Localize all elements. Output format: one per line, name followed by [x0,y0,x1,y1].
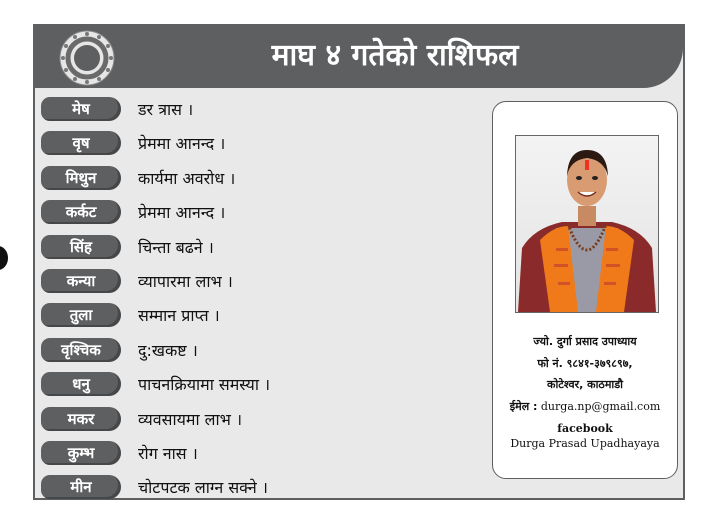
sign-label-makar: मकर [41,407,121,431]
list-item [41,128,481,162]
prediction-text: व्यवसायमा लाभ । [138,409,243,429]
sign-label-mesh: मेष [41,97,121,121]
prediction-text: प्रेममा आनन्द । [138,203,226,223]
email-address: durga.np@gmail.com [540,400,661,413]
astrologer-profile [492,101,678,479]
prediction-text: चिन्ता बढने । [138,237,214,257]
sign-label-kumbha: कुम्भ [41,441,121,465]
astrologer-photo [515,135,659,313]
sign-label-meen: मीन [41,475,121,499]
bullet-marker [0,246,8,270]
header-bar [35,26,683,88]
astrologer-name: ज्यो. दुर्गा प्रसाद उपाध्याय [533,335,637,348]
facebook-name: Durga Prasad Upadhayaya [510,437,660,450]
sign-label-brish: वृष [41,131,121,155]
prediction-text: पाचनक्रियामा समस्या । [138,375,271,395]
list-item [41,438,481,472]
list-item [41,369,481,403]
prediction-text: रोग नास । [138,443,198,463]
zodiac-wheel-icon [59,30,115,86]
list-item [41,232,481,266]
prediction-text: प्रेममा आनन्द । [138,134,226,154]
list-item [41,472,481,506]
list-item [41,404,481,438]
horoscope-card [33,24,685,500]
prediction-text: डर त्रास । [138,100,194,119]
sign-label-kanya: कन्या [41,269,121,293]
sign-label-tula: तुला [41,303,121,327]
email-line [493,399,677,414]
sign-label-singha: सिंह [41,235,121,259]
list-item [41,197,481,231]
portrait-illustration [516,136,658,312]
sign-label-dhanu: धनु [41,372,121,396]
page-title: माघ ४ गतेको राशिफल [271,38,519,73]
horoscope-list [41,94,481,507]
prediction-text: कार्यमा अवरोध । [138,168,236,188]
list-item [41,94,481,128]
prediction-text: सम्मान प्राप्त । [138,306,220,326]
prediction-text: दु:खकष्ट । [138,340,198,360]
astrologer-phone: फो नं. ९८४१-३७९८९७, [537,357,633,370]
sign-label-mithun: मिथुन [41,166,121,190]
sign-label-karkat: कर्कट [41,200,121,224]
list-item [41,335,481,369]
facebook-label: facebook [557,422,613,435]
list-item [41,266,481,300]
prediction-text: व्यापारमा लाभ । [138,271,233,291]
prediction-text: चोटपटक लाग्न सक्ने । [138,478,268,498]
email-label: ईमेल : [509,400,538,413]
list-item [41,163,481,197]
list-item [41,300,481,334]
sign-label-brishchik: वृश्चिक [41,338,121,362]
astrologer-address: कोटेश्वर, काठमाडौ [547,378,623,391]
